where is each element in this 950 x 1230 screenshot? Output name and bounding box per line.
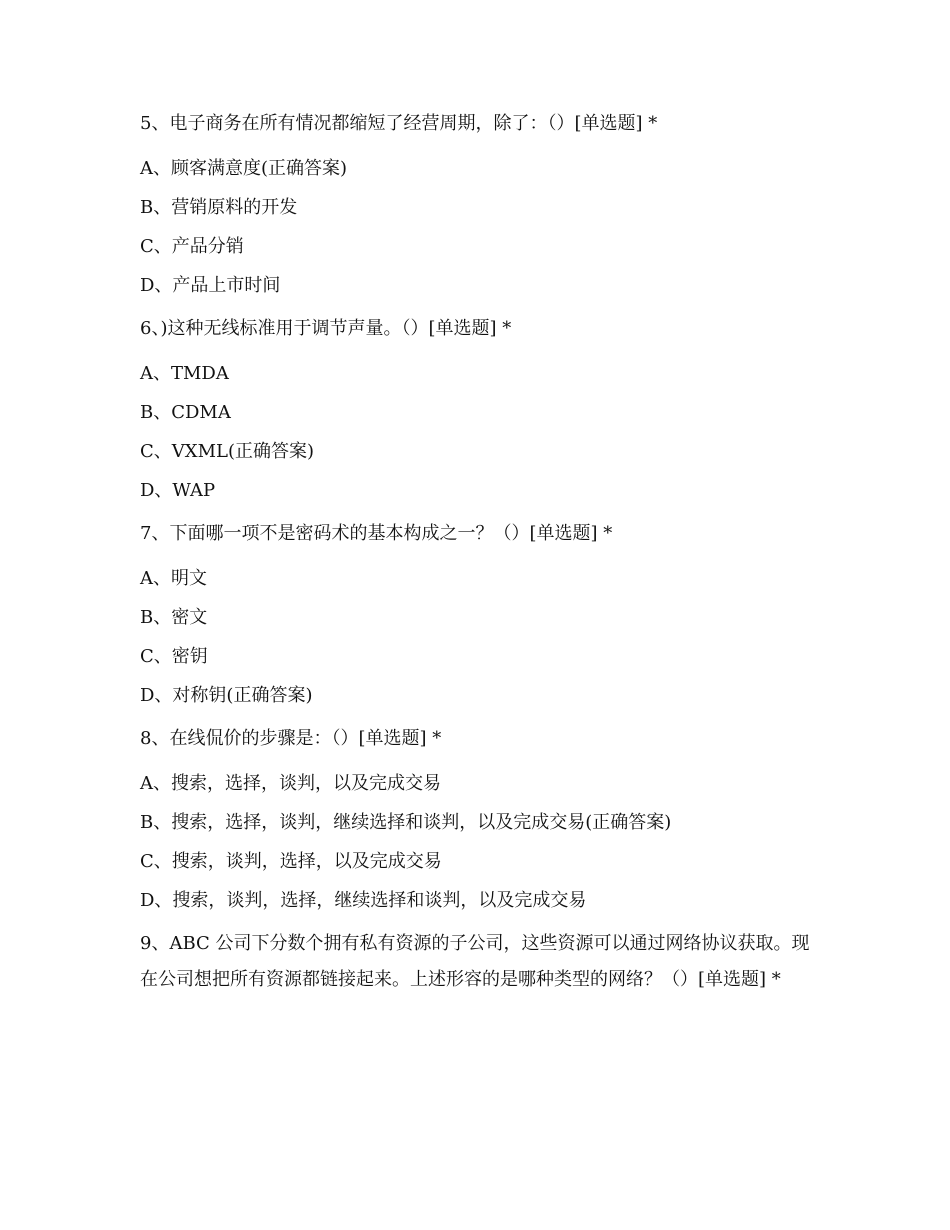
question-7 (140, 516, 820, 715)
question-title: 5、电子商务在所有情况都缩短了经营周期，除了：（）[单选题] * (140, 113, 658, 134)
question-6 (140, 311, 820, 510)
question-title: 7、下面哪一项不是密码术的基本构成之一？（）[单选题] * (140, 523, 613, 544)
option-c: C、VXML(正确答案) (140, 441, 315, 462)
option-b: B、密文 (140, 607, 208, 628)
document-page (140, 106, 820, 1005)
question-8 (140, 721, 820, 920)
question-title: 8、在线侃价的步骤是：（）[单选题] * (140, 728, 442, 749)
option-a: A、TMDA (140, 363, 229, 384)
option-a: A、顾客满意度(正确答案) (140, 158, 348, 179)
option-d: D、产品上市时间 (140, 275, 281, 296)
question-5 (140, 106, 820, 305)
option-a: A、明文 (140, 568, 207, 589)
question-title: 9、ABC 公司下分数个拥有私有资源的子公司，这些资源可以通过网络协议获取。现在公司想把所有资源都链接起来。上述形容的是哪种类型的网络？（）[单选题] * (140, 933, 810, 990)
question-title: 6、)这种无线标准用于调节声量。（）[单选题] * (140, 318, 512, 339)
option-d: D、对称钥(正确答案) (140, 685, 313, 706)
option-b: B、CDMA (140, 402, 231, 423)
option-b: B、搜索，选择，谈判，继续选择和谈判，以及完成交易(正确答案) (140, 812, 672, 833)
option-c: C、产品分销 (140, 236, 244, 257)
option-a: A、搜索，选择，谈判，以及完成交易 (140, 773, 441, 794)
question-9 (140, 926, 820, 998)
option-c: C、搜索，谈判，选择，以及完成交易 (140, 851, 442, 872)
option-d: D、WAP (140, 480, 216, 501)
option-c: C、密钥 (140, 646, 208, 667)
option-b: B、营销原料的开发 (140, 197, 298, 218)
option-d: D、搜索，谈判，选择，继续选择和谈判，以及完成交易 (140, 890, 587, 911)
